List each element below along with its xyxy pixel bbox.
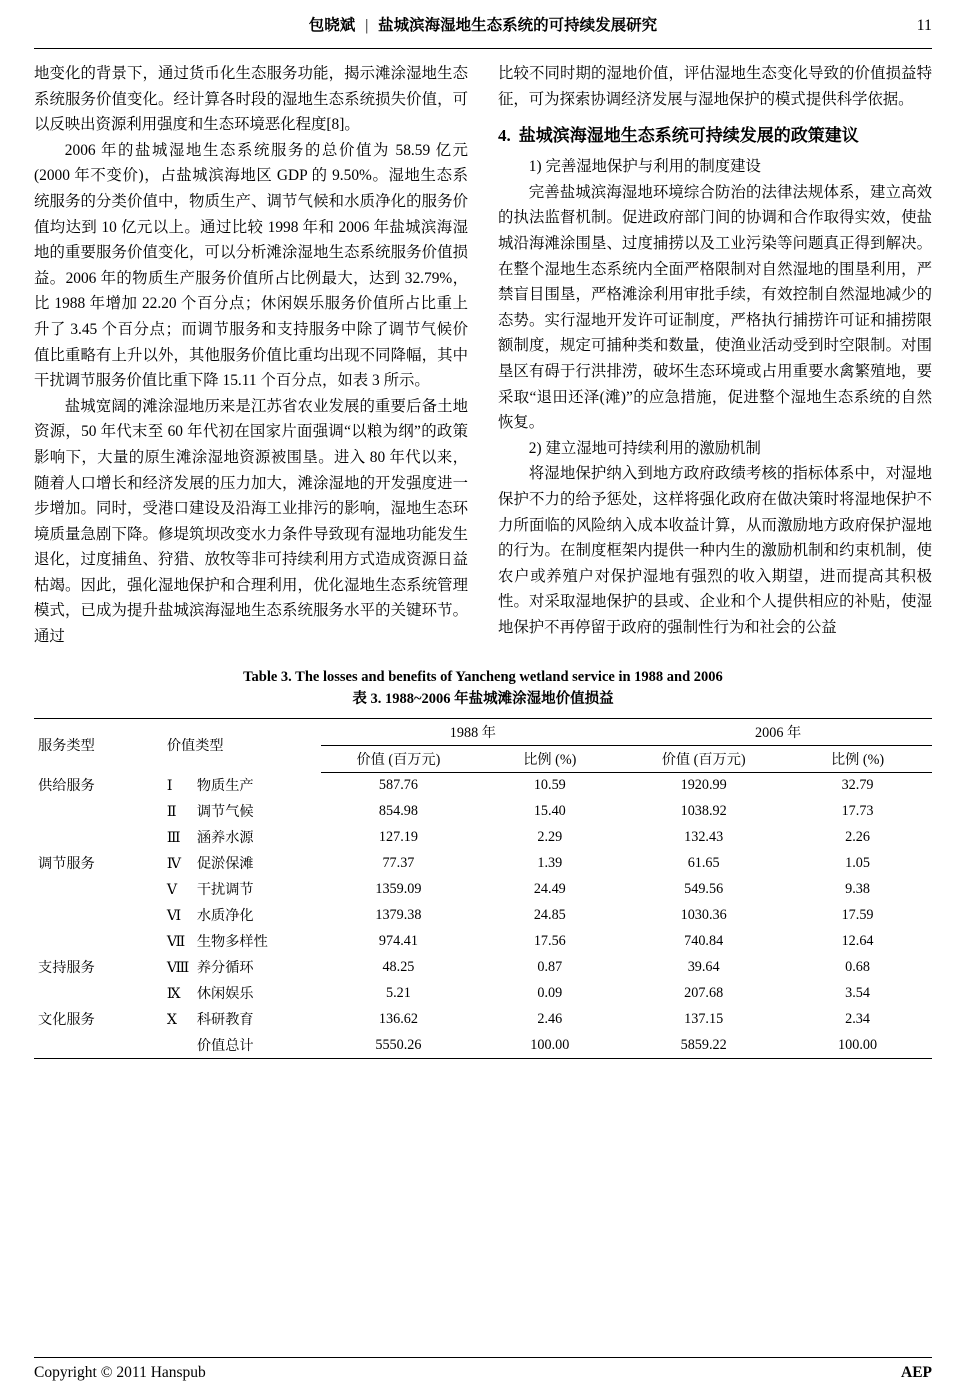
- left-column: [34, 61, 468, 650]
- row-value-type: [163, 1006, 322, 1032]
- row-ratio-2006: 100.00: [783, 1032, 932, 1059]
- header-ratio-2006: 比例 (%): [783, 745, 932, 772]
- row-ratio-2006: 17.73: [841, 802, 874, 819]
- table-row: [34, 798, 932, 824]
- row-ratio-1988: 24.85: [533, 906, 566, 923]
- row-ratio-2006: 2.34: [845, 1010, 870, 1027]
- paragraph-continuation: 地变化的背景下，通过货币化生态服务功能，揭示滩涂湿地生态系统服务价值变化。经计算各时段的湿地生态系统损失价值，可以反映出资源利用强度和生态环境恶化程度[8]。: [34, 65, 468, 134]
- copyright-notice: Copyright © 2011 Hanspub: [34, 1364, 206, 1381]
- row-value-2006: 740.84: [684, 932, 724, 949]
- row-vtype-label: 物质生产: [196, 778, 254, 795]
- table-row: [34, 954, 932, 980]
- row-value-2006: 39.64: [687, 958, 720, 975]
- row-roman: Ⅶ: [166, 934, 186, 951]
- row-roman: Ⅱ: [166, 804, 177, 821]
- table-3-block: [34, 666, 932, 1060]
- row-roman: Ⅸ: [166, 986, 181, 1003]
- row-group-label: [34, 798, 163, 824]
- row-value-type: [163, 980, 322, 1006]
- table-row: [34, 772, 932, 798]
- row-value-1988: 77.37: [382, 854, 415, 871]
- table-header-row-years: [34, 718, 932, 745]
- header-value-1988: 价值 (百万元): [321, 745, 475, 772]
- row-roman: Ⅷ: [166, 960, 190, 977]
- row-group-label: 调节服务: [38, 856, 95, 873]
- row-group-label: [34, 928, 163, 954]
- row-roman: Ⅵ: [166, 908, 182, 925]
- table-caption-chinese: 表 3. 1988~2006 年盐城滩涂湿地价值损益: [352, 690, 614, 707]
- row-value-1988: 587.76: [378, 776, 418, 793]
- row-vtype-label: 休闲娱乐: [196, 986, 254, 1003]
- running-head-author: 包晓斌: [308, 17, 356, 34]
- row-vtype-label: 促淤保滩: [196, 856, 254, 873]
- row-value-type: [163, 772, 322, 798]
- table-caption-english: Table 3. The losses and benefits of Yancheng wetland service in 1988 and 2006: [243, 668, 723, 685]
- row-ratio-2006: 9.38: [845, 880, 870, 897]
- row-value-1988: 127.19: [378, 828, 418, 845]
- row-group-label: [34, 1032, 163, 1059]
- page-number: 11: [916, 17, 932, 34]
- row-vtype-label: 养分循环: [196, 960, 254, 977]
- row-ratio-2006: 32.79: [841, 776, 874, 793]
- row-value-1988: 48.25: [382, 958, 415, 975]
- row-ratio-2006: 3.54: [845, 984, 870, 1001]
- table-row: [34, 850, 932, 876]
- row-group-label: [34, 902, 163, 928]
- section-title: 盐城滨海湿地生态系统可持续发展的政策建议: [518, 126, 859, 146]
- row-group-label: 文化服务: [38, 1012, 95, 1029]
- row-value-2006: 1030.36: [680, 906, 727, 923]
- row-vtype-label: 生物多样性: [196, 934, 268, 951]
- table-row: [34, 824, 932, 850]
- row-value-type: [163, 954, 322, 980]
- row-ratio-2006: 2.26: [845, 828, 870, 845]
- row-vtype-label: 干扰调节: [196, 882, 254, 899]
- row-roman: Ⅳ: [166, 856, 181, 873]
- row-group-label: [34, 980, 163, 1006]
- row-group-label: 供给服务: [38, 778, 95, 795]
- paragraph-2006-value: 2006 年的盐城湿地生态系统服务的总价值为 58.59 亿元(2000 年不变价)，占盐城滨海地区 GDP 的 9.50%。湿地生态系统服务的分类价值中，物质生产、调节气候和水质净化的服务价值均达到 10 亿元以上。通过比较 1998 年和 2006 年盐城滨海湿地的重要服务价值变化，可以分析滩涂湿地生态系统服务价值损益。2006 年的物质生产服务价值所占比例最大，达到 32.79%，比 1988 年增加 22.20 个百分点；休闲娱乐服务价值所占比重上升了 3.45 个百分点；而调节服务和支持服务中除了调节气候价值比重略有上升以外，其他服务价值比重均出现不同降幅，其中干扰调节服务价值比重下降 15.11 个百分点，如表 3 所示。: [34, 141, 468, 390]
- row-vtype-label: 水质净化: [196, 908, 254, 925]
- row-ratio-1988: 2.46: [537, 1010, 563, 1027]
- subsection-2-title: 2) 建立湿地可持续利用的激励机制: [528, 439, 761, 457]
- row-value-1988: 136.62: [378, 1010, 418, 1027]
- row-vtype-label: 科研教育: [196, 1012, 254, 1029]
- header-value-type: 价值类型: [163, 718, 322, 772]
- row-group-label: 支持服务: [38, 960, 95, 977]
- row-ratio-1988: 0.87: [537, 958, 563, 975]
- row-value-2006: 1920.99: [680, 776, 727, 793]
- table-row: [34, 876, 932, 902]
- header-value-2006: 价值 (百万元): [624, 745, 783, 772]
- row-value-type: [163, 1032, 322, 1059]
- page-footer: [34, 1357, 932, 1382]
- row-value-2006: 5859.22: [624, 1032, 783, 1059]
- row-value-type: [163, 928, 322, 954]
- row-value-1988: 854.98: [378, 802, 418, 819]
- row-ratio-1988: 2.29: [537, 828, 563, 845]
- table-row: [34, 1006, 932, 1032]
- running-head-separator: |: [365, 17, 369, 34]
- right-column: [498, 61, 932, 650]
- row-value-2006: 549.56: [684, 880, 724, 897]
- row-value-2006: 1038.92: [680, 802, 727, 819]
- table-total-row: [34, 1032, 932, 1059]
- section-heading-4: [498, 122, 932, 150]
- row-value-type: [163, 902, 322, 928]
- running-head-paper-title: 盐城滨海湿地生态系统的可持续发展研究: [378, 17, 658, 34]
- row-ratio-2006: 12.64: [841, 932, 874, 949]
- row-value-2006: 207.68: [684, 984, 724, 1001]
- row-ratio-1988: 1.39: [537, 854, 563, 871]
- row-vtype-label: 价值总计: [196, 1038, 254, 1055]
- row-value-type: [163, 798, 322, 824]
- row-ratio-1988: 24.49: [533, 880, 566, 897]
- row-ratio-1988: 0.09: [537, 984, 563, 1001]
- row-ratio-1988: 10.59: [533, 776, 566, 793]
- row-value-2006: 137.15: [684, 1010, 724, 1027]
- row-ratio-1988: 15.40: [533, 802, 566, 819]
- row-value-1988: 1359.09: [375, 880, 422, 897]
- row-ratio-1988: 17.56: [533, 932, 566, 949]
- row-value-type: [163, 850, 322, 876]
- header-year-1988: 1988 年: [321, 718, 624, 745]
- body-columns: [34, 61, 932, 650]
- row-ratio-1988: 100.00: [475, 1032, 624, 1059]
- running-head-title: [34, 14, 932, 38]
- section-number: 4.: [498, 126, 511, 146]
- header-year-2006: 2006 年: [624, 718, 932, 745]
- table-3: [34, 718, 932, 1060]
- row-value-type: [163, 824, 322, 850]
- table-row: [34, 928, 932, 954]
- row-value-1988: 1379.38: [375, 906, 422, 923]
- header-ratio-1988: 比例 (%): [475, 745, 624, 772]
- table-row: [34, 980, 932, 1006]
- row-roman: Ⅰ: [166, 778, 173, 795]
- header-service-type: 服务类型: [34, 718, 163, 772]
- row-ratio-2006: 0.68: [845, 958, 870, 975]
- row-group-label: [34, 876, 163, 902]
- row-ratio-2006: 1.05: [845, 854, 870, 871]
- subsection-1-title: 1) 完善湿地保护与利用的制度建设: [528, 158, 761, 176]
- row-roman: Ⅴ: [166, 882, 178, 899]
- journal-abbreviation: AEP: [901, 1364, 932, 1381]
- row-value-2006: 61.65: [687, 854, 720, 871]
- row-group-label: [34, 824, 163, 850]
- row-vtype-label: 调节气候: [196, 804, 254, 821]
- row-value-1988: 974.41: [378, 932, 418, 949]
- subsection-1-body: 完善盐城滨海湿地环境综合防治的法律法规体系，建立高效的执法监督机制。促进政府部门间的协调和合作取得实效，使盐城沿海滩涂围垦、过度捕捞以及工业污染等问题真正得到解决。在整个湿地生态系统内全面严格限制对自然湿地的围垦利用，严禁盲目围垦，严格滩涂利用审批手续，有效控制自然湿地减少的态势。实行湿地开发许可证制度，严格执行捕捞许可证和捕捞限额制度，规定可捕种类和数量，使渔业活动受到时空限制。对围垦区有碍于行洪排涝，破坏生态环境或占用重要水禽繁殖地，要采取“退田还泽(滩)”的应急措施，促进整个湿地生态系统的自然恢复。: [498, 183, 932, 432]
- row-vtype-label: 涵养水源: [196, 830, 254, 847]
- page: [0, 14, 966, 1400]
- row-value-1988: 5550.26: [321, 1032, 475, 1059]
- row-roman: Ⅲ: [166, 830, 181, 847]
- row-ratio-2006: 17.59: [841, 906, 874, 923]
- table-row: [34, 902, 932, 928]
- row-value-1988: 5.21: [386, 984, 411, 1001]
- row-value-type: [163, 876, 322, 902]
- row-value-2006: 132.43: [684, 828, 724, 845]
- paragraph-reclamation-history: 盐城宽阔的滩涂湿地历来是江苏省农业发展的重要后备土地资源，50 年代末至 60 年代初在国家片面强调“以粮为纲”的政策影响下，大量的原生滩涂湿地资源被围垦。进入 80 年代以来，随着人口增长和经济发展的压力加大，滩涂湿地的开发强度进一步增加。同时，受港口建设及沿海工业排污的影响，湿地生态环境质量急剧下降。修堤筑坝改变水力条件导致现有湿地功能发生退化，过度捕鱼、狩猎、放牧等非可持续利用方式造成资源日益枯竭。因此，强化湿地保护和合理利用，优化湿地生态系统管理模式，已成为提升盐城滨海湿地生态系统服务水平的关键环节。通过: [34, 397, 468, 646]
- paragraph-intro: 比较不同时期的湿地价值，评估湿地生态变化导致的价值损益特征，可为探索协调经济发展与湿地保护的模式提供科学依据。: [498, 65, 932, 108]
- running-head: [34, 14, 932, 49]
- subsection-2-body: 将湿地保护纳入到地方政府政绩考核的指标体系中，对湿地保护不力的给予惩处，这样将强化政府在做决策时将湿地保护不力所面临的风险纳入成本收益计算，从而激励地方政府保护湿地的行为。在制度框架内提供一种内生的激励机制和约束机制，使农户或养殖户对保护湿地有强烈的收入期望，进而提高其积极性。对采取湿地保护的县或、企业和个人提供相应的补贴，使湿地保护不再停留于政府的强制性行为和社会的公益: [498, 465, 932, 636]
- row-roman: Ⅹ: [166, 1012, 177, 1029]
